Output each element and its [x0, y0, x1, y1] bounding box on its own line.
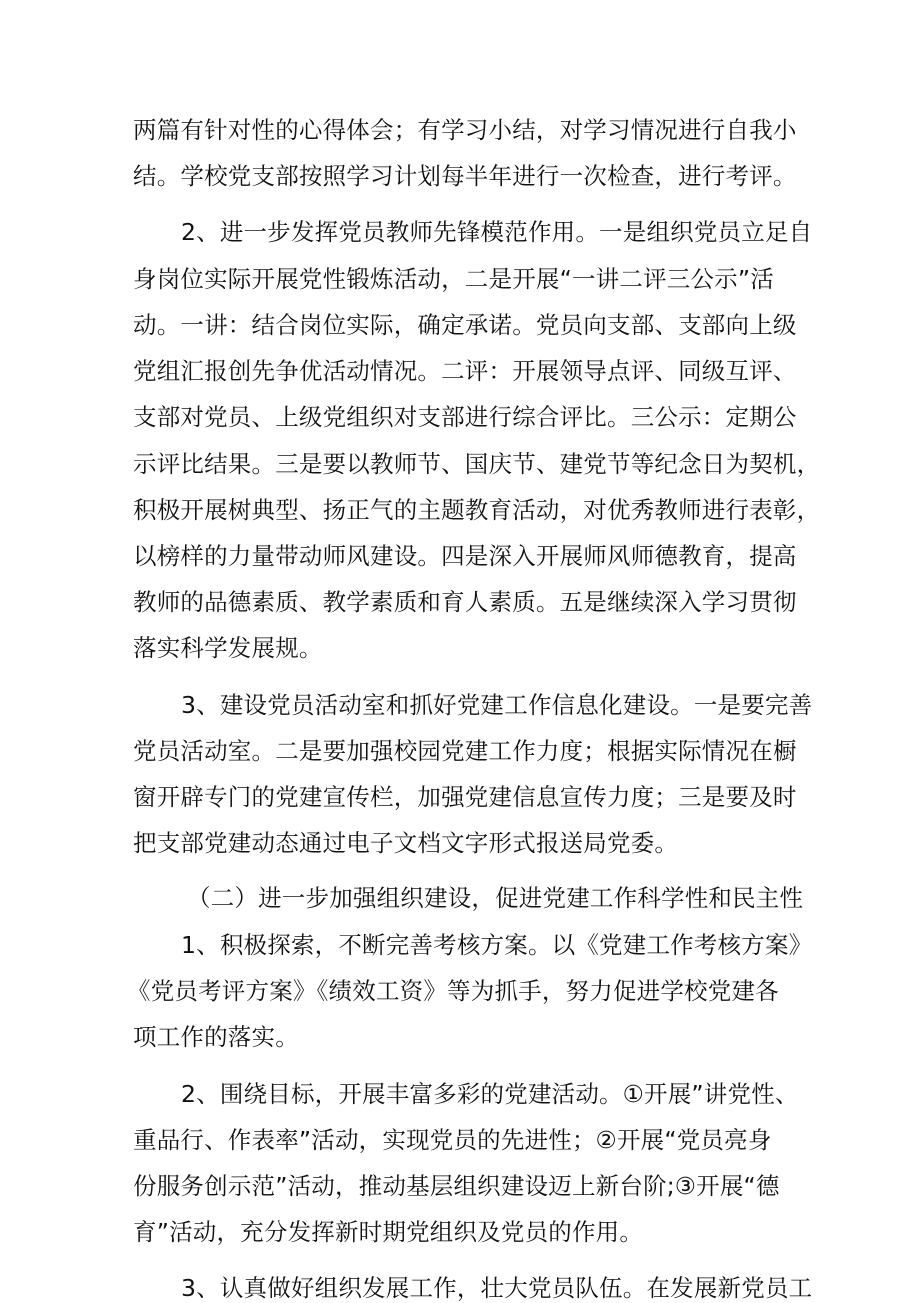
- paragraph-line: 2、进一步发挥党员教师先锋模范作用。一是组织党员立足自: [181, 218, 813, 246]
- text-line: 《党员考评方案》《绩效工资》等为抓手，努力促进学校党建各: [127, 977, 779, 1005]
- text-line: 项工作的落实。: [133, 1023, 299, 1051]
- text-line: 育”活动，充分发挥新时期党组织及党员的作用。: [133, 1218, 644, 1246]
- text-line: 重品行、作表率”活动，实现党员的先进性；②开展“党员亮身: [133, 1126, 772, 1154]
- text-line: 身岗位实际开展党性锻炼活动，二是开展“一讲二评三公示”活: [133, 265, 774, 293]
- text-line: 份服务创示范”活动，推动基层组织建设迈上新台阶;③开展“德: [133, 1172, 780, 1200]
- text-line: 教师的品德素质、教学素质和育人素质。五是继续深入学习贯彻: [133, 588, 797, 616]
- text-line: 落实科学发展规。: [133, 634, 323, 662]
- paragraph-line: 1、积极探索，不断完善考核方案。以《党建工作考核方案》: [181, 931, 813, 959]
- text-line: 支部对党员、上级党组织对支部进行综合评比。三公示：定期公: [133, 403, 797, 431]
- paragraph-line: 3、认真做好组织发展工作，壮大党员队伍。在发展新党员工: [181, 1274, 813, 1302]
- text-line: 以榜样的力量带动师风建设。四是深入开展师风师德教育，提高: [133, 542, 797, 570]
- paragraph-line: 3、建设党员活动室和抓好党建工作信息化建设。一是要完善: [181, 691, 813, 719]
- text-line: 积极开展树典型、扬正气的主题教育活动，对优秀教师进行表彰，: [133, 496, 821, 524]
- text-line: 窗开辟专门的党建宣传栏，加强党建信息宣传力度；三是要及时: [133, 783, 797, 811]
- text-line: 结。学校党支部按照学习计划每半年进行一次检查，进行考评。: [133, 162, 797, 190]
- section-heading: （二）进一步加强组织建设，促进党建工作科学性和民主性: [187, 884, 804, 912]
- text-line: 把支部党建动态通过电子文档文字形式报送局党委。: [133, 829, 679, 857]
- text-line: 两篇有针对性的心得体会；有学习小结，对学习情况进行自我小: [133, 116, 797, 144]
- text-line: 党组汇报创先争优活动情况。二评：开展领导点评、同级互评、: [133, 357, 797, 385]
- paragraph-line: 2、围绕目标，开展丰富多彩的党建活动。①开展”讲党性、: [181, 1080, 799, 1108]
- text-line: 示评比结果。三是要以教师节、国庆节、建党节等纪念日为契机，: [133, 450, 821, 478]
- text-line: 党员活动室。二是要加强校园党建工作力度；根据实际情况在橱: [133, 737, 797, 765]
- text-line: 动。一讲：结合岗位实际，确定承诺。党员向支部、支部向上级: [133, 311, 797, 339]
